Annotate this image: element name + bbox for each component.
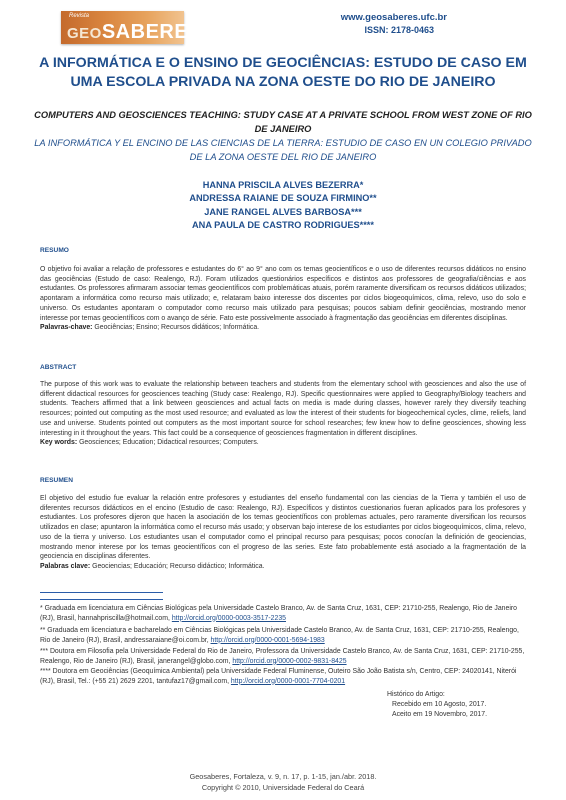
author-name: ANA PAULA DE CASTRO RODRIGUES****: [192, 220, 374, 231]
resumen-keywords: Geociencias; Educación; Recurso didáctico; Informática.: [90, 562, 265, 570]
journal-logo: [61, 11, 203, 44]
received-date: Recebido em 10 Agosto, 2017.: [392, 700, 487, 708]
resumen-heading: RESUMEN: [40, 477, 73, 484]
footnote: [40, 626, 530, 645]
citation-line: Geosaberes, Fortaleza, v. 9, n. 17, p. 1-15, jan./abr. 2018.: [189, 772, 377, 781]
footnote: [40, 647, 530, 666]
resumo-section: [40, 265, 526, 333]
orcid-link[interactable]: http://orcid.org/0000-0003-3517-2235: [171, 614, 287, 622]
author-name: ANDRESSA RAIANE DE SOUZA FIRMINO**: [189, 193, 377, 204]
resumo-keywords-label: Palavras-chave:: [40, 324, 93, 332]
resumen-text: El objetivo del estudio fue evaluar la relación entre profesores y estudiantes del enseño fundamental con las ciencias de la Tierra y también el uso de diferentes recursos didácticos en el encino (Estudio de caso: Realengo, RJ). Específicos y distintos cuestionarios fueran aplicados para los profesores y estudiantes. Los profesores dijeron que hacen la asociación de los temas geocientíficos con problemas actuales, pero raramente diversifican los recursos utilizados en clase; apuntaron la informática como el recurso más usado; y observan bajo interese de los estudiantes por ciclos biogeoquímicos, clima, relevo, uso de la tierra y universo. Los estudiantes usan el computador como el principal recurso para pesquisas; pocos conocían la definición de geociencias, mostrando menor interese por los temas geocientíficos con el progreso de las series. Este fato probablemente está asociado a la fragmentación de la geociencia en disciplinas diferentes.: [40, 495, 526, 561]
article-history: [387, 690, 487, 719]
footnote-text: * Graduada em licenciatura em Ciências Biológicas pela Universidade Castelo Branco, Av. de Santa Cruz, 1631, CEP: 21710-255, Realengo, Rio de Janeiro (RJ), Brasil, hannahpriscilla@hotmail.com,: [40, 605, 518, 622]
article-title-en: COMPUTERS AND GEOSCIENCES TEACHING: STUDY CASE AT A PRIVATE SCHOOL FROM WEST ZONE OF RIO DE JANEIRO: [34, 110, 532, 134]
abstract-heading: ABSTRACT: [40, 364, 77, 371]
footnote-text: *** Doutora em Filosofia pela Universidade Federal do Rio de Janeiro, Professora da Universidade Castelo Branco, Av. de Santa Cruz, 1631, CEP: 21710-255, Realengo, Rio de Janeiro (RJ), Brasil, janerangel@globo.com,: [40, 648, 525, 665]
accepted-date: Aceito em 19 Novembro, 2017.: [392, 710, 487, 718]
logo-subtitle: Revista: [69, 13, 90, 19]
resumo-keywords: Geociências; Ensino; Recursos didáticos; Informática.: [92, 324, 260, 332]
abstract-section: [40, 380, 526, 448]
copyright-line: Copyright © 2010, Universidade Federal do Ceará: [201, 783, 365, 792]
abstract-keywords: Geosciences; Education; Didactical resources; Computers.: [77, 439, 259, 447]
page-footer: [0, 771, 566, 793]
resumen-keywords-label: Palabras clave:: [40, 562, 91, 570]
footnote-text: ** Graduada em licenciatura e bacharelado em Ciências Biológicas pela Universidade Castelo Branco, Av. de Santa Cruz, 1631, CEP: 21710-255, Realengo, Rio de Janeiro (RJ), Brasil, andressaraiane@oi.com.br,: [40, 627, 519, 644]
abstract-text: The purpose of this work was to evaluate the relationship between teachers and students from the elementary school with geosciences and also the use of different didactical resources for geosciences teaching (Study case: Realengo, RJ). Specific questionnaires were applied to Geography/Biology teachers and students. Teachers affirmed that a link between geosciences and actual facts on media is made during classes, however rarely they diversify teaching resources; pointed out computing as the most used resource; and evaluated as low the interest of their students for biogeochemical cycles, clime, reliefs, land use and universe. Students pointed out computers as the most important source for school researches; few knew how to define geosciences, showing less interesting in it throughout the years. This fact could be a consequence of geosciences fragmentation in different disciplines.: [40, 381, 526, 437]
footnote-separator: [40, 599, 163, 600]
orcid-link[interactable]: http://orcid.org/0000-0001-7704-0201: [230, 677, 346, 685]
footnote-separator: [40, 592, 163, 593]
logo-prefix: GEO: [67, 25, 102, 42]
orcid-link[interactable]: http://orcid.org/0000-0001-5694-1983: [210, 636, 325, 644]
history-label: Histórico do Artigo:: [387, 691, 445, 698]
author-name: HANNA PRISCILA ALVES BEZERRA*: [202, 180, 364, 190]
article-title-pt: A INFORMÁTICA E O ENSINO DE GEOCIÊNCIAS: ESTUDO DE CASO EM UMA ESCOLA PRIVADA NA ZONA OESTE DO RIO DE JANEIRO: [39, 55, 527, 90]
abstract-keywords-label: Key words:: [40, 439, 78, 447]
footnote-text: **** Doutora em Geociências (Geoquímica Ambiental) pela Universidade Federal Fluminense, Outeiro São João Batista s/n, Centro, CEP: 24020141, Niterói (RJ), Brasil, Tel.: (+55 21) 2629 2201, tantufaz17@gmail.com,: [40, 668, 517, 685]
footnote: [40, 604, 530, 623]
author-name: JANE RANGEL ALVES BARBOSA***: [204, 206, 362, 217]
resumen-section: [40, 494, 526, 572]
orcid-link[interactable]: http://orcid.org/0000-0002-9831-8425: [232, 657, 347, 665]
journal-website-link[interactable]: www.geosaberes.ufc.br: [340, 12, 447, 23]
logo-main: SABERES: [101, 21, 203, 43]
resumo-text: O objetivo foi avaliar a relação de professores e estudantes do 6° ao 9° ano com os temas geocientíficos e o uso de diferentes recursos didáticos no ensino das geociências (Estudo de caso: Realengo, RJ). Foram utilizados questionários específicos e distintos aos professores de geografia/ciências e aos estudantes. Os professores afirmaram associar temas geocientíficos com problemáticas atuais, porém raramente diversificam os recursos didáticos utilizados; apontaram a informática como recurso mais utilizado; e, relataram baixo interesse dos discentes por ciclos biogeoquímicos, clima, relevo, uso do solo e universo. Os estudantes apontaram o computador como recurso mais utilizado para pesquisas; poucos sabiam definir geociências, mostrando menor interesse por temas geocientíficos com o avanço de série. Fato este possivelmente associado à fragmentação das geociências em diferentes disciplinas.: [40, 266, 526, 322]
footnote: [40, 667, 530, 686]
issn-label: ISSN: 2178-0463: [364, 25, 434, 35]
author-list: [30, 179, 536, 233]
article-title-es: LA INFORMÁTICA Y EL ENCINO DE LAS CIENCIAS DE LA TIERRA: ESTUDIO DE CASO EN UN COLEGIO PRIVADO DE LA ZONA OESTE DEL RIO DE JANEIRO: [34, 138, 532, 162]
resumo-heading: RESUMO: [40, 247, 69, 254]
logo-wordmark: [67, 21, 202, 44]
